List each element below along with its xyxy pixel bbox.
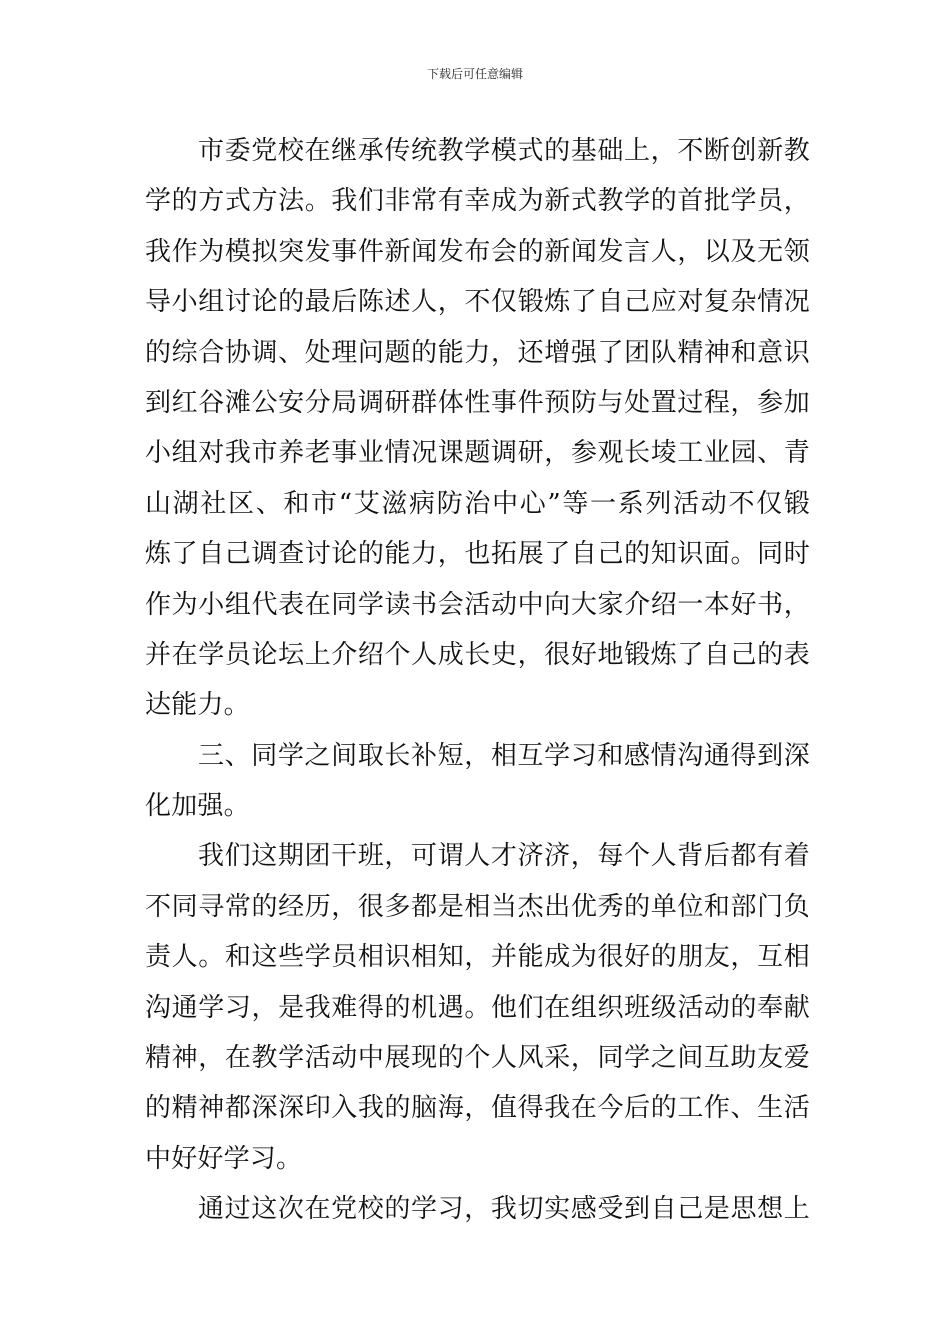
text-line: 山湖社区、和市“艾滋病防治中心”等一系列活动不仅锻 xyxy=(145,488,810,519)
text-line: 通过这次在党校的学习，我切实感受到自己是思想上 xyxy=(198,1194,810,1225)
text-line: 沟通学习，是我难得的机遇。他们在组织班级活动的奉献 xyxy=(145,992,810,1023)
text-line: 精神，在教学活动中展现的个人风采，同学之间互助友爱 xyxy=(145,1043,810,1074)
text-line: 导小组讨论的最后陈述人，不仅锻炼了自己应对复杂情况 xyxy=(145,287,810,318)
text-line: 我作为模拟突发事件新闻发布会的新闻发言人，以及无领 xyxy=(145,236,810,267)
text-line: 中好好学习。 xyxy=(145,1143,303,1174)
text-line: 并在学员论坛上介绍个人成长史，很好地锻炼了自己的表 xyxy=(145,639,810,670)
section-heading-line: 化加强。 xyxy=(145,791,250,822)
page-header: 下载后可任意编辑 xyxy=(426,67,523,81)
text-line: 责人。和这些学员相识相知，并能成为很好的朋友，互相 xyxy=(145,942,810,973)
text-line: 我们这期团干班，可谓人才济济，每个人背后都有着 xyxy=(198,841,810,872)
section-heading-line: 三、同学之间取长补短，相互学习和感情沟通得到深 xyxy=(198,740,810,771)
text-line: 小组对我市养老事业情况课题调研，参观长堎工业园、青 xyxy=(145,438,810,469)
text-line: 作为小组代表在同学读书会活动中向大家介绍一本好书， xyxy=(145,589,810,620)
text-line: 的综合协调、处理问题的能力，还增强了团队精神和意识 xyxy=(145,337,810,368)
text-line: 不同寻常的经历，很多都是相当杰出优秀的单位和部门负 xyxy=(145,891,810,922)
text-line: 炼了自己调查讨论的能力，也拓展了自己的知识面。同时 xyxy=(145,539,810,570)
text-line: 学的方式方法。我们非常有幸成为新式教学的首批学员， xyxy=(145,186,810,217)
text-line: 达能力。 xyxy=(145,690,250,721)
text-line: 的精神都深深印入我的脑海，值得我在今后的工作、生活 xyxy=(145,1093,810,1124)
text-line: 到红谷滩公安分局调研群体性事件预防与处置过程，参加 xyxy=(145,387,810,418)
text-line: 市委党校在继承传统教学模式的基础上，不断创新教 xyxy=(198,136,810,166)
document-body xyxy=(145,126,810,1235)
